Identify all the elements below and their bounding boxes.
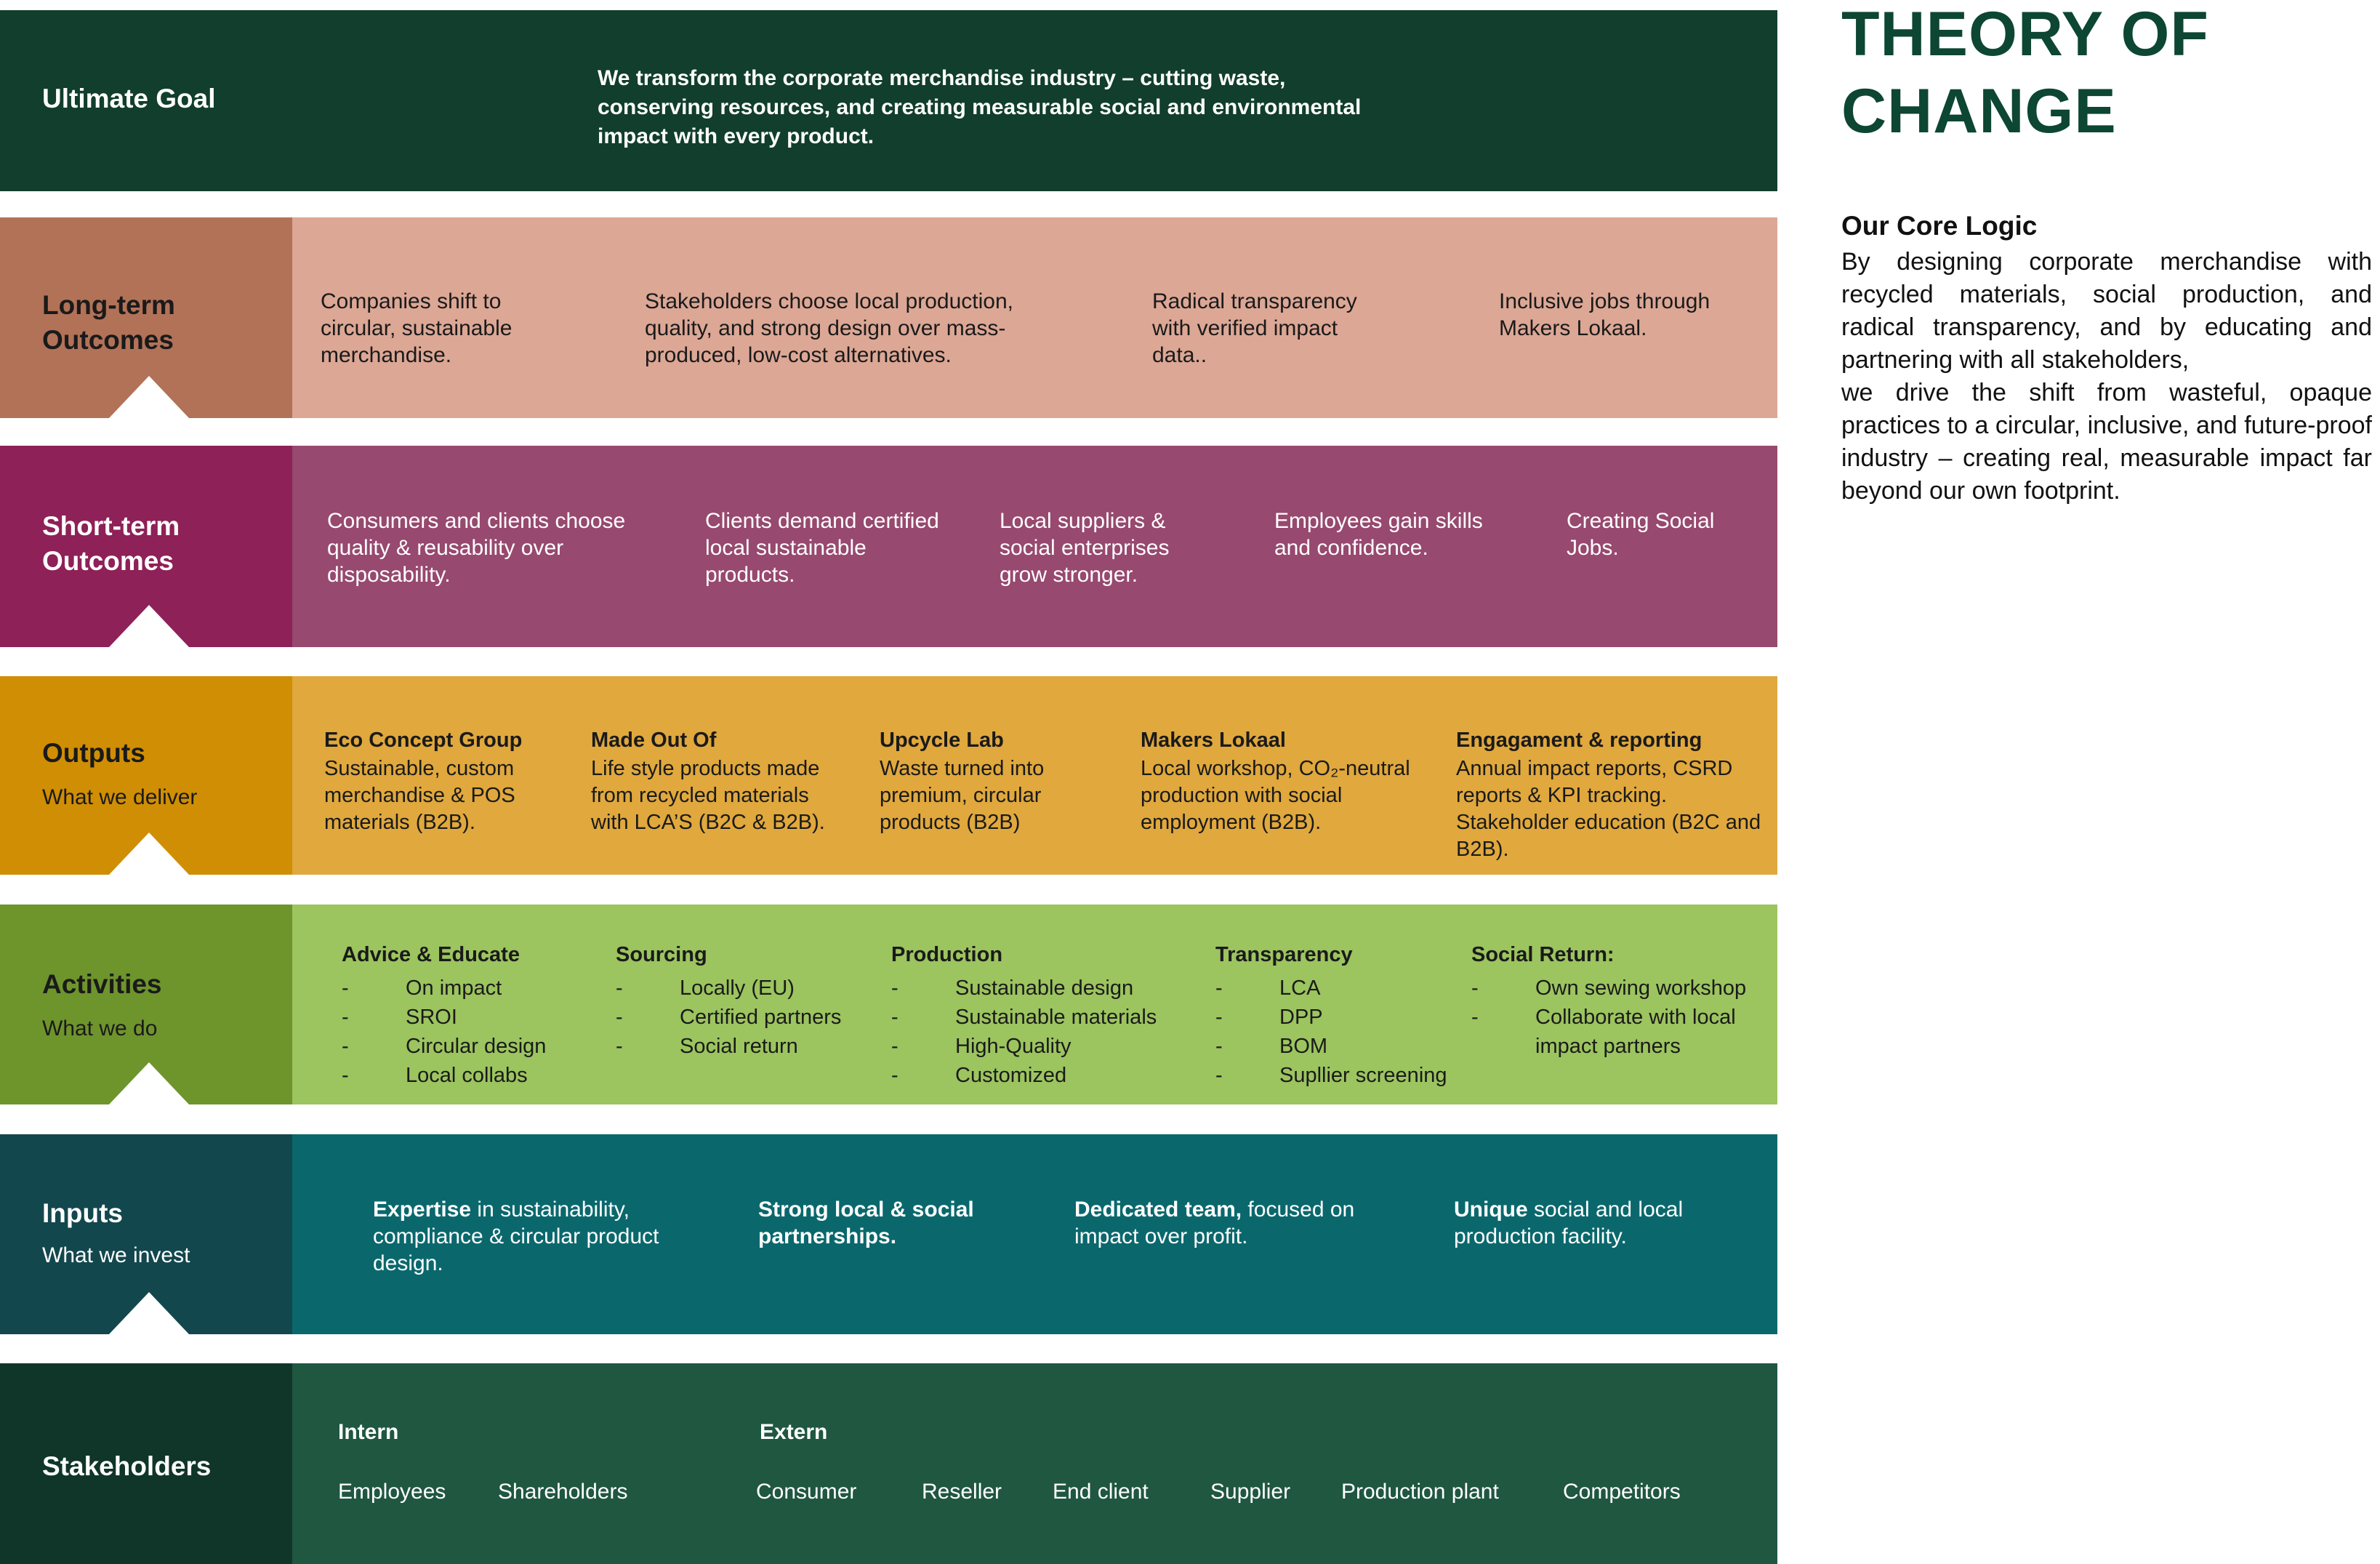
band-outputs bbox=[0, 676, 1777, 875]
activity-bullet: - Customized bbox=[891, 1061, 1182, 1090]
up-arrow-notch bbox=[109, 376, 189, 418]
long-term-item: Stakeholders choose local production, quality, and strong design over mass-produced, low-cost alternatives. bbox=[645, 289, 1013, 367]
activity-bullet: - LCA bbox=[1215, 974, 1492, 1003]
bullet-dash: - bbox=[342, 1035, 349, 1058]
stakeholder-name: Production plant bbox=[1341, 1480, 1499, 1504]
activities-group-title: Social Return: bbox=[1471, 943, 1615, 966]
bullet-dash: - bbox=[342, 1064, 349, 1087]
outputs-item bbox=[591, 727, 845, 836]
inputs-item: Strong local & social partnerships. bbox=[758, 1198, 974, 1248]
stakeholder-name: Consumer bbox=[756, 1480, 857, 1504]
bullet-dash: - bbox=[891, 1006, 898, 1029]
activity-bullet: - Locally (EU) bbox=[616, 974, 863, 1003]
bullet-dash: - bbox=[616, 1035, 623, 1058]
outputs-sublabel: What we deliver bbox=[42, 785, 198, 809]
stakeholder-name: Competitors bbox=[1563, 1480, 1681, 1504]
bullet-dash: - bbox=[616, 1006, 623, 1029]
stakeholder-name: Supplier bbox=[1210, 1480, 1291, 1504]
activity-bullet: - Certified partners bbox=[616, 1003, 863, 1032]
activity-bullet: - SROI bbox=[342, 1003, 592, 1032]
long-term-item: Radical transparency with verified impact data.. bbox=[1152, 289, 1357, 367]
outputs-label-column bbox=[0, 676, 292, 875]
activities-sublabel: What we do bbox=[42, 1016, 158, 1040]
outputs-item bbox=[880, 727, 1098, 836]
activities-group bbox=[891, 940, 1182, 1090]
activities-label: Activities bbox=[42, 969, 162, 999]
activity-bullet: - Sustainable design bbox=[891, 974, 1182, 1003]
activity-bullet: - DPP bbox=[1215, 1003, 1492, 1032]
activity-bullet: - High-Quality bbox=[891, 1032, 1182, 1061]
inputs-label-column bbox=[0, 1134, 292, 1334]
bullet-dash: - bbox=[342, 977, 349, 1000]
up-arrow-notch bbox=[109, 605, 189, 647]
short-term-label: Short-term Outcomes bbox=[42, 511, 180, 576]
activities-group bbox=[342, 940, 592, 1090]
activity-bullet: - BOM bbox=[1215, 1032, 1492, 1061]
stakeholder-name: Reseller bbox=[922, 1480, 1002, 1504]
outputs-item-title: Made Out Of bbox=[591, 729, 717, 752]
stakeholder-name: Shareholders bbox=[498, 1480, 628, 1504]
ultimate-goal-text: We transform the corporate merchandise industry – cutting waste, conserving resources, and creating measurable social and environmental impact with every product. bbox=[598, 66, 1362, 148]
bullet-dash: - bbox=[1471, 1006, 1479, 1029]
short-term-item: Employees gain skills and confidence. bbox=[1274, 509, 1483, 560]
outputs-item-body: Life style products made from recycled materials with LCA’S (B2C & B2B). bbox=[591, 757, 825, 834]
activity-bullet: - Local collabs bbox=[342, 1061, 592, 1090]
bullet-dash: - bbox=[1215, 1035, 1223, 1058]
stakeholders-intern-header: Intern bbox=[338, 1420, 399, 1444]
stakeholders-label: Stakeholders bbox=[42, 1451, 212, 1481]
activities-group-title: Advice & Educate bbox=[342, 943, 520, 966]
activities-group-title: Production bbox=[891, 943, 1003, 966]
core-logic-paragraph: we drive the shift from wasteful, opaque practices to a circular, inclusive, and future-proof industry – creating real, measurable impact far beyond our own footprint. bbox=[1841, 379, 2372, 505]
core-logic-heading: Our Core Logic bbox=[1841, 211, 2038, 241]
inputs-item: Unique social and local production facility. bbox=[1454, 1198, 1684, 1248]
bullet-dash: - bbox=[891, 1035, 898, 1058]
band-activities bbox=[0, 905, 1777, 1104]
activity-bullet: - Supllier screening bbox=[1215, 1061, 1492, 1090]
up-arrow-notch bbox=[109, 1292, 189, 1334]
band-ultimate-goal bbox=[0, 10, 1777, 191]
activities-group bbox=[1471, 940, 1769, 1061]
inputs-item: Expertise in sustainability, compliance & circular product design. bbox=[373, 1198, 659, 1275]
activity-bullet: - Sustainable materials bbox=[891, 1003, 1182, 1032]
band-short-term-outcomes bbox=[0, 446, 1777, 647]
activities-label-column bbox=[0, 905, 292, 1104]
core-logic-paragraph: By designing corporate merchandise with recycled materials, social production, and radical transparency, and by educating and partnering with all stakeholders, bbox=[1841, 248, 2372, 374]
bullet-dash: - bbox=[1215, 1006, 1223, 1029]
outputs-item-body: Sustainable, custom merchandise & POS materials (B2B). bbox=[324, 757, 515, 834]
band-long-term-outcomes bbox=[0, 217, 1777, 418]
activity-bullet: - Circular design bbox=[342, 1032, 592, 1061]
outputs-item-body: Annual impact reports, CSRD reports & KPI tracking. Stakeholder education (B2C and B2B). bbox=[1456, 757, 1761, 861]
long-term-item: Inclusive jobs through Makers Lokaal. bbox=[1499, 289, 1710, 340]
long-term-item: Companies shift to circular, sustainable merchandise. bbox=[321, 289, 512, 367]
ultimate-goal-label: Ultimate Goal bbox=[42, 84, 216, 113]
activity-bullet: - Social return bbox=[616, 1032, 863, 1061]
short-term-item: Consumers and clients choose quality & reusability over disposability. bbox=[327, 509, 626, 587]
activities-group-title: Transparency bbox=[1215, 943, 1353, 966]
activities-group bbox=[1215, 940, 1492, 1090]
outputs-item bbox=[324, 727, 564, 836]
core-logic-section bbox=[1841, 209, 2372, 508]
short-term-item: Creating Social Jobs. bbox=[1567, 509, 1715, 560]
inputs-sublabel: What we invest bbox=[42, 1243, 190, 1267]
bullet-dash: - bbox=[1215, 977, 1223, 1000]
outputs-item-body: Local workshop, CO₂-neutral production with social employment (B2B). bbox=[1141, 757, 1410, 834]
inputs-label: Inputs bbox=[42, 1198, 123, 1228]
band-inputs bbox=[0, 1134, 1777, 1334]
outputs-item-title: Eco Concept Group bbox=[324, 729, 523, 752]
short-term-item: Clients demand certified local sustainable products. bbox=[705, 509, 939, 587]
bullet-dash: - bbox=[1215, 1064, 1223, 1087]
page-title: THEORY OF CHANGE bbox=[1841, 0, 2209, 146]
outputs-item-title: Makers Lokaal bbox=[1141, 729, 1286, 752]
stakeholders-content bbox=[292, 1363, 1777, 1564]
outputs-item-title: Engagament & reporting bbox=[1456, 729, 1702, 752]
stakeholders-extern-header: Extern bbox=[760, 1420, 828, 1444]
bullet-dash: - bbox=[1471, 977, 1479, 1000]
bullet-dash: - bbox=[342, 1006, 349, 1029]
up-arrow-notch bbox=[109, 833, 189, 875]
activity-bullet: - Collaborate with local impact partners bbox=[1471, 1003, 1769, 1061]
outputs-item-body: Waste turned into premium, circular products (B2B) bbox=[880, 757, 1045, 834]
short-term-item: Local suppliers & social enterprises grow stronger. bbox=[1000, 509, 1170, 587]
activities-group bbox=[616, 940, 863, 1061]
outputs-item bbox=[1141, 727, 1424, 836]
stakeholder-name: Employees bbox=[338, 1480, 446, 1504]
bullet-dash: - bbox=[891, 1064, 898, 1087]
outputs-item-title: Upcycle Lab bbox=[880, 729, 1004, 752]
long-term-label: Long-term Outcomes bbox=[42, 290, 175, 355]
outputs-label: Outputs bbox=[42, 738, 145, 768]
activity-bullet: - On impact bbox=[342, 974, 592, 1003]
up-arrow-notch bbox=[109, 1062, 189, 1104]
inputs-item: Dedicated team, focused on impact over profit. bbox=[1074, 1198, 1355, 1248]
band-stakeholders bbox=[0, 1363, 1777, 1564]
bullet-dash: - bbox=[891, 977, 898, 1000]
outputs-item bbox=[1456, 727, 1765, 863]
stakeholder-name: End client bbox=[1053, 1480, 1149, 1504]
bullet-dash: - bbox=[616, 977, 623, 1000]
activities-group-title: Sourcing bbox=[616, 943, 707, 966]
activity-bullet: - Own sewing workshop bbox=[1471, 974, 1769, 1003]
